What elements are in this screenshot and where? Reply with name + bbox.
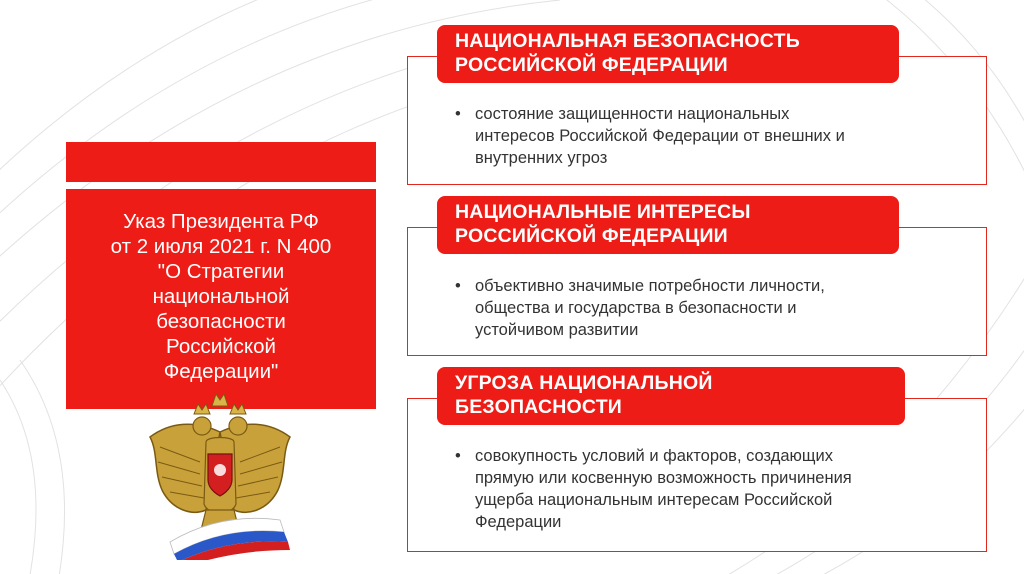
decree-line: безопасности (156, 310, 286, 333)
text-line: внутренних угроз (475, 149, 608, 167)
text-line: Федерации (475, 513, 562, 531)
text-line: объективно значимые потребности личности, (475, 277, 825, 295)
decree-line: от 2 июля 2021 г. N 400 (110, 235, 332, 258)
decree-line: "О Стратегии (157, 260, 285, 283)
title-line: БЕЗОПАСНОСТИ (455, 396, 623, 418)
definition-title (437, 196, 899, 254)
decree-line: Российской (166, 335, 276, 358)
text-line: совокупность условий и факторов, создающих (475, 447, 833, 465)
decree-line: Федерации" (163, 360, 279, 383)
bullet-icon: • (455, 105, 461, 123)
title-line: РОССИЙСКОЙ ФЕДЕРАЦИИ (455, 225, 728, 247)
definition-text (455, 103, 955, 169)
definition-text (455, 445, 955, 533)
bullet-icon: • (455, 447, 461, 465)
text-line: состояние защищенности национальных (475, 105, 790, 123)
definition-title (437, 367, 905, 425)
decree-line: Указ Президента РФ (123, 210, 319, 233)
coat-of-arms-icon (140, 392, 300, 560)
definition-title (437, 25, 899, 83)
title-line: НАЦИОНАЛЬНЫЕ ИНТЕРЕСЫ (455, 201, 751, 223)
decree-line: национальной (152, 285, 290, 308)
title-line: НАЦИОНАЛЬНАЯ БЕЗОПАСНОСТЬ (455, 30, 800, 52)
title-line: РОССИЙСКОЙ ФЕДЕРАЦИИ (455, 54, 728, 76)
text-line: ущерба национальным интересам Российской (475, 491, 833, 509)
decree-panel (66, 189, 376, 409)
definition-text (455, 275, 955, 341)
title-line: УГРОЗА НАЦИОНАЛЬНОЙ (455, 372, 713, 394)
bullet-icon: • (455, 277, 461, 295)
left-header-strip (66, 142, 376, 182)
text-line: устойчивом развитии (475, 321, 639, 339)
text-line: интересов Российской Федерации от внешних и (475, 127, 845, 145)
text-line: прямую или косвенную возможность причинения (475, 469, 852, 487)
text-line: общества и государства в безопасности и (475, 299, 797, 317)
